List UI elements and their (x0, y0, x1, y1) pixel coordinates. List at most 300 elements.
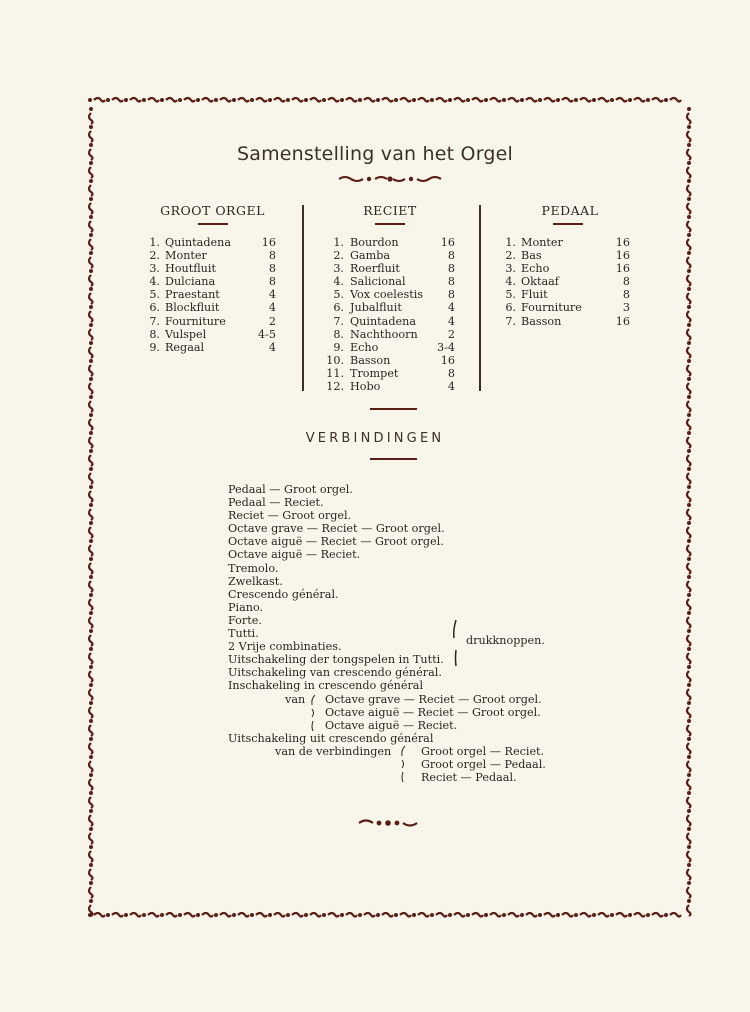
stop-row: 11. Trompet 8 (326, 366, 455, 380)
border-dot (466, 98, 470, 102)
border-swirl (652, 98, 663, 102)
border-dot (430, 913, 434, 917)
border-swirl (687, 329, 691, 340)
border-swirl (89, 671, 93, 682)
stop-row: 9. Regaal 4 (149, 340, 276, 354)
stop-row: 7. Basson 16 (505, 314, 630, 328)
border-dot (106, 98, 110, 102)
border-swirl (89, 761, 93, 772)
border-swirl (382, 98, 393, 102)
coupler-line: Zwelkast. (228, 574, 283, 588)
border-swirl (89, 221, 93, 232)
border-dot (687, 305, 691, 309)
border-dot (286, 913, 290, 917)
border-swirl (310, 913, 321, 917)
border-swirl (436, 98, 447, 102)
border-swirl (89, 473, 93, 484)
border-swirl (687, 113, 691, 124)
border-dot (687, 773, 691, 777)
bottom-ornament (357, 818, 419, 828)
border-swirl (89, 869, 93, 880)
border-dot (556, 913, 560, 917)
coupler-line: Tutti. (228, 627, 259, 641)
border-dot (160, 98, 164, 102)
border-dot (89, 665, 93, 669)
border-dot (124, 913, 128, 917)
border-swirl (687, 293, 691, 304)
coupler-line: Pedaal — Groot orgel. (228, 483, 353, 496)
border-dot (687, 863, 691, 867)
border-dot (124, 98, 128, 102)
border-dot (89, 809, 93, 813)
coupler-line: Piano. (228, 600, 264, 614)
border-swirl (89, 509, 93, 520)
border-swirl (382, 913, 393, 917)
verbindingen-heading: VERBINDINGEN (305, 431, 445, 446)
border-swirl (89, 707, 93, 718)
border-dot (286, 98, 290, 102)
border-dot (89, 539, 93, 543)
border-dot (687, 737, 691, 741)
border-dot (142, 98, 146, 102)
coupler-line: Octave aiguë — Reciet. (228, 548, 361, 562)
border-swirl (89, 689, 93, 700)
border-swirl (526, 913, 537, 917)
border-swirl (454, 913, 465, 917)
border-swirl (256, 913, 267, 917)
border-dot (687, 809, 691, 813)
border-dot (340, 913, 344, 917)
border-swirl (687, 599, 691, 610)
border-dot (687, 323, 691, 327)
page-title: Samenstelling van het Orgel (236, 143, 513, 165)
border-dot (178, 913, 182, 917)
border-swirl (490, 98, 501, 102)
border-dot (89, 719, 93, 723)
border-dot (610, 913, 614, 917)
border-swirl (89, 743, 93, 754)
border-dot (687, 683, 691, 687)
border-dot (89, 737, 93, 741)
stop-row: 6. Jubalfluit 4 (333, 301, 455, 315)
border-dot (687, 215, 691, 219)
border-dot (89, 557, 93, 561)
border-dot (89, 773, 93, 777)
border-swirl (89, 185, 93, 196)
border-swirl (89, 527, 93, 538)
border-swirl (148, 98, 159, 102)
border-swirl (89, 203, 93, 214)
uitschakeling-item: Groot orgel — Pedaal. (421, 758, 546, 771)
border-dot (538, 913, 542, 917)
stop-row: 3. Houtfluit 8 (149, 262, 276, 276)
border-swirl (89, 833, 93, 844)
uitschakeling-line: Uitschakeling uit crescendo général (228, 732, 434, 745)
border-swirl (89, 131, 93, 142)
border-swirl (598, 98, 609, 102)
inschakeling-prefix: van (285, 693, 306, 706)
border-swirl (454, 98, 465, 102)
border-swirl (89, 581, 93, 592)
border-swirl (687, 167, 691, 178)
border-swirl (687, 527, 691, 538)
stop-row: 6. Fourniture 3 (505, 301, 630, 315)
border-dot (89, 827, 93, 831)
border-swirl (436, 913, 447, 917)
border-dot (687, 557, 691, 561)
border-swirl (687, 851, 691, 862)
border-dot (89, 881, 93, 885)
border-swirl (89, 653, 93, 664)
border-swirl (687, 707, 691, 718)
border-swirl (89, 635, 93, 646)
border-swirl (89, 167, 93, 178)
border-dot (214, 98, 218, 102)
border-dot (89, 593, 93, 597)
border-dot (448, 98, 452, 102)
border-dot (196, 98, 200, 102)
stop-row: 1. Quintadena 16 (149, 236, 276, 249)
border-swirl (687, 833, 691, 844)
inschakeling-item: Octave grave — Reciet — Groot orgel. (325, 693, 542, 706)
stop-row: 2. Monter 8 (149, 249, 276, 263)
border-dot (89, 629, 93, 633)
border-dot (89, 701, 93, 705)
border-dot (89, 125, 93, 129)
border-swirl (687, 275, 691, 286)
border-swirl (687, 797, 691, 808)
border-dot (592, 98, 596, 102)
stop-row: 4. Oktaaf 8 (505, 275, 630, 289)
border-dot (358, 913, 362, 917)
inschakeling-brace (308, 693, 318, 733)
coupler-line: Crescendo général. (228, 587, 339, 601)
border-swirl (400, 913, 411, 917)
border-dot (687, 287, 691, 291)
border-swirl (346, 98, 357, 102)
border-dot (520, 98, 524, 102)
drukknoppen-label: drukknoppen. (466, 634, 545, 647)
border-dot (538, 98, 542, 102)
border-swirl (89, 617, 93, 628)
border-dot (628, 98, 632, 102)
border-swirl (238, 98, 249, 102)
border-dot (430, 98, 434, 102)
border-dot (322, 913, 326, 917)
border-dot (376, 913, 380, 917)
border-swirl (687, 203, 691, 214)
border-swirl (112, 913, 123, 917)
border-swirl (687, 869, 691, 880)
border-swirl (89, 797, 93, 808)
border-swirl (687, 473, 691, 484)
border-swirl (238, 913, 249, 917)
heading-groot-orgel: GROOT ORGEL (160, 203, 265, 218)
border-swirl (670, 98, 681, 102)
border-swirl (687, 887, 691, 898)
heading-reciet: RECIET (363, 203, 417, 218)
border-dot (687, 341, 691, 345)
border-dot (687, 233, 691, 237)
border-swirl (598, 913, 609, 917)
border-dot (687, 521, 691, 525)
border-swirl (687, 419, 691, 430)
border-dot (88, 98, 92, 102)
section-rule (370, 408, 417, 410)
border-swirl (328, 98, 339, 102)
border-swirl (472, 913, 483, 917)
coupler-line: 2 Vrije combinaties. (228, 640, 342, 654)
border-swirl (652, 913, 663, 917)
border-swirl (580, 913, 591, 917)
heading-rule (553, 223, 583, 225)
border-swirl (256, 98, 267, 102)
border-swirl (89, 113, 93, 124)
border-swirl (687, 401, 691, 412)
border-dot (250, 98, 254, 102)
border-swirl (202, 913, 213, 917)
border-dot (89, 485, 93, 489)
coupler-line: Tremolo. (228, 561, 279, 575)
border-swirl (687, 455, 691, 466)
border-dot (687, 539, 691, 543)
border-swirl (364, 913, 375, 917)
border-dot (89, 197, 93, 201)
border-dot (664, 913, 668, 917)
stop-row: 8. Nachthoorn 2 (333, 327, 455, 341)
border-swirl (687, 545, 691, 556)
border-dot (412, 98, 416, 102)
border-swirl (687, 725, 691, 736)
stop-row: 1. Monter 16 (505, 236, 630, 249)
border-swirl (526, 98, 537, 102)
border-swirl (687, 221, 691, 232)
border-dot (687, 449, 691, 453)
border-swirl (687, 761, 691, 772)
border-dot (268, 913, 272, 917)
border-dot (628, 913, 632, 917)
uitschakeling-brace (398, 744, 408, 784)
border-dot (322, 98, 326, 102)
border-swirl (328, 913, 339, 917)
border-dot (687, 179, 691, 183)
border-dot (106, 913, 110, 917)
border-dot (687, 611, 691, 615)
border-swirl (220, 913, 231, 917)
border-swirl (670, 913, 681, 917)
border-swirl (292, 98, 303, 102)
border-dot (484, 913, 488, 917)
border-dot (687, 647, 691, 651)
border-dot (687, 413, 691, 417)
border-swirl (687, 563, 691, 574)
inschakeling-item: Octave aiguë — Reciet — Groot orgel. (325, 706, 541, 719)
border-dot (520, 913, 524, 917)
border-dot (196, 913, 200, 917)
border-swirl (687, 617, 691, 628)
border-dot (250, 913, 254, 917)
uitschakeling-item: Groot orgel — Reciet. (421, 745, 545, 758)
border-dot (484, 98, 488, 102)
border-dot (394, 98, 398, 102)
border-swirl (292, 913, 303, 917)
border-swirl (490, 913, 501, 917)
border-dot (89, 683, 93, 687)
border-dot (687, 845, 691, 849)
stop-row: 2. Gamba 8 (333, 249, 455, 263)
border-dot (687, 467, 691, 471)
stop-row: 4. Salicional 8 (333, 275, 455, 289)
border-dot (687, 719, 691, 723)
border-swirl (166, 913, 177, 917)
title-ornament (337, 174, 443, 184)
border-swirl (687, 311, 691, 322)
stop-row: 6. Blockfluit 4 (149, 301, 276, 315)
border-dot (232, 98, 236, 102)
border-swirl (687, 671, 691, 682)
heading-pedaal: PEDAAL (541, 203, 599, 218)
border-swirl (562, 913, 573, 917)
border-dot (687, 107, 691, 111)
border-swirl (687, 653, 691, 664)
border-swirl (310, 98, 321, 102)
border-dot (574, 913, 578, 917)
border-dot (687, 881, 691, 885)
coupler-line: Uitschakeling van crescendo général. (228, 666, 442, 680)
border-swirl (687, 131, 691, 142)
coupler-line: Pedaal — Reciet. (228, 496, 324, 510)
border-swirl (616, 98, 627, 102)
border-swirl (89, 779, 93, 790)
section-rule (370, 458, 417, 460)
border-swirl (130, 913, 141, 917)
border-swirl (89, 401, 93, 412)
border-dot (89, 755, 93, 759)
border-dot (687, 593, 691, 597)
border-dot (214, 913, 218, 917)
border-dot (89, 395, 93, 399)
border-swirl (687, 689, 691, 700)
border-dot (687, 503, 691, 507)
stop-row: 10. Basson 16 (326, 353, 455, 367)
border-dot (687, 197, 691, 201)
stop-row: 8. Vulspel 4-5 (149, 327, 276, 341)
border-dot (502, 98, 506, 102)
border-swirl (130, 98, 141, 102)
border-dot (646, 913, 650, 917)
border-swirl (94, 98, 105, 102)
border-dot (376, 98, 380, 102)
uitschakeling-item: Reciet — Pedaal. (421, 771, 517, 784)
border-dot (687, 755, 691, 759)
border-swirl (544, 913, 555, 917)
border-swirl (508, 913, 519, 917)
border-swirl (418, 913, 429, 917)
border-swirl (634, 98, 645, 102)
border-dot (687, 899, 691, 903)
border-dot (687, 575, 691, 579)
border-swirl (89, 725, 93, 736)
couplers-list (228, 483, 445, 693)
border-dot (89, 107, 93, 111)
border-dot (687, 791, 691, 795)
border-swirl (400, 98, 411, 102)
stop-row: 5. Praestant 4 (149, 288, 276, 302)
heading-rule (198, 223, 228, 225)
stop-row: 3. Echo 16 (505, 262, 630, 276)
border-swirl (687, 815, 691, 826)
border-swirl (89, 419, 93, 430)
border-swirl (274, 98, 285, 102)
border-dot (687, 485, 691, 489)
border-dot (89, 449, 93, 453)
border-swirl (580, 98, 591, 102)
border-swirl (687, 491, 691, 502)
border-dot (89, 647, 93, 651)
border-dot (687, 251, 691, 255)
border-dot (304, 913, 308, 917)
border-dot (89, 575, 93, 579)
border-swirl (89, 455, 93, 466)
border-dot (687, 665, 691, 669)
border-dot (412, 913, 416, 917)
border-swirl (184, 913, 195, 917)
border-dot (89, 467, 93, 471)
border-swirl (687, 581, 691, 592)
border-swirl (687, 509, 691, 520)
stop-row: 7. Quintadena 4 (333, 314, 455, 328)
border-swirl (89, 563, 93, 574)
border-dot (610, 98, 614, 102)
border-swirl (112, 98, 123, 102)
border-dot (178, 98, 182, 102)
coupler-line: Forte. (228, 613, 262, 627)
border-dot (556, 98, 560, 102)
border-dot (89, 845, 93, 849)
border-swirl (220, 98, 231, 102)
border-swirl (687, 905, 691, 916)
stop-row: 5. Fluit 8 (505, 288, 630, 302)
stop-row: 4. Dulciana 8 (149, 275, 276, 289)
border-swirl (89, 815, 93, 826)
stop-row: 12. Hobo 4 (326, 380, 455, 394)
border-swirl (687, 185, 691, 196)
border-dot (160, 913, 164, 917)
border-swirl (562, 98, 573, 102)
drukknoppen-brace (447, 618, 461, 668)
border-swirl (274, 913, 285, 917)
border-dot (89, 899, 93, 903)
border-swirl (616, 913, 627, 917)
border-dot (664, 98, 668, 102)
border-swirl (472, 98, 483, 102)
border-dot (89, 179, 93, 183)
border-swirl (89, 545, 93, 556)
border-dot (687, 125, 691, 129)
coupler-line: Inschakeling in crescendo général (228, 679, 424, 693)
border-dot (89, 503, 93, 507)
border-swirl (634, 913, 645, 917)
stops-pedaal (0, 236, 650, 328)
stop-row: 3. Roerfluit 8 (333, 262, 455, 276)
border-dot (340, 98, 344, 102)
border-dot (89, 215, 93, 219)
border-dot (687, 395, 691, 399)
border-swirl (202, 98, 213, 102)
border-swirl (687, 257, 691, 268)
border-dot (687, 701, 691, 705)
border-dot (687, 629, 691, 633)
